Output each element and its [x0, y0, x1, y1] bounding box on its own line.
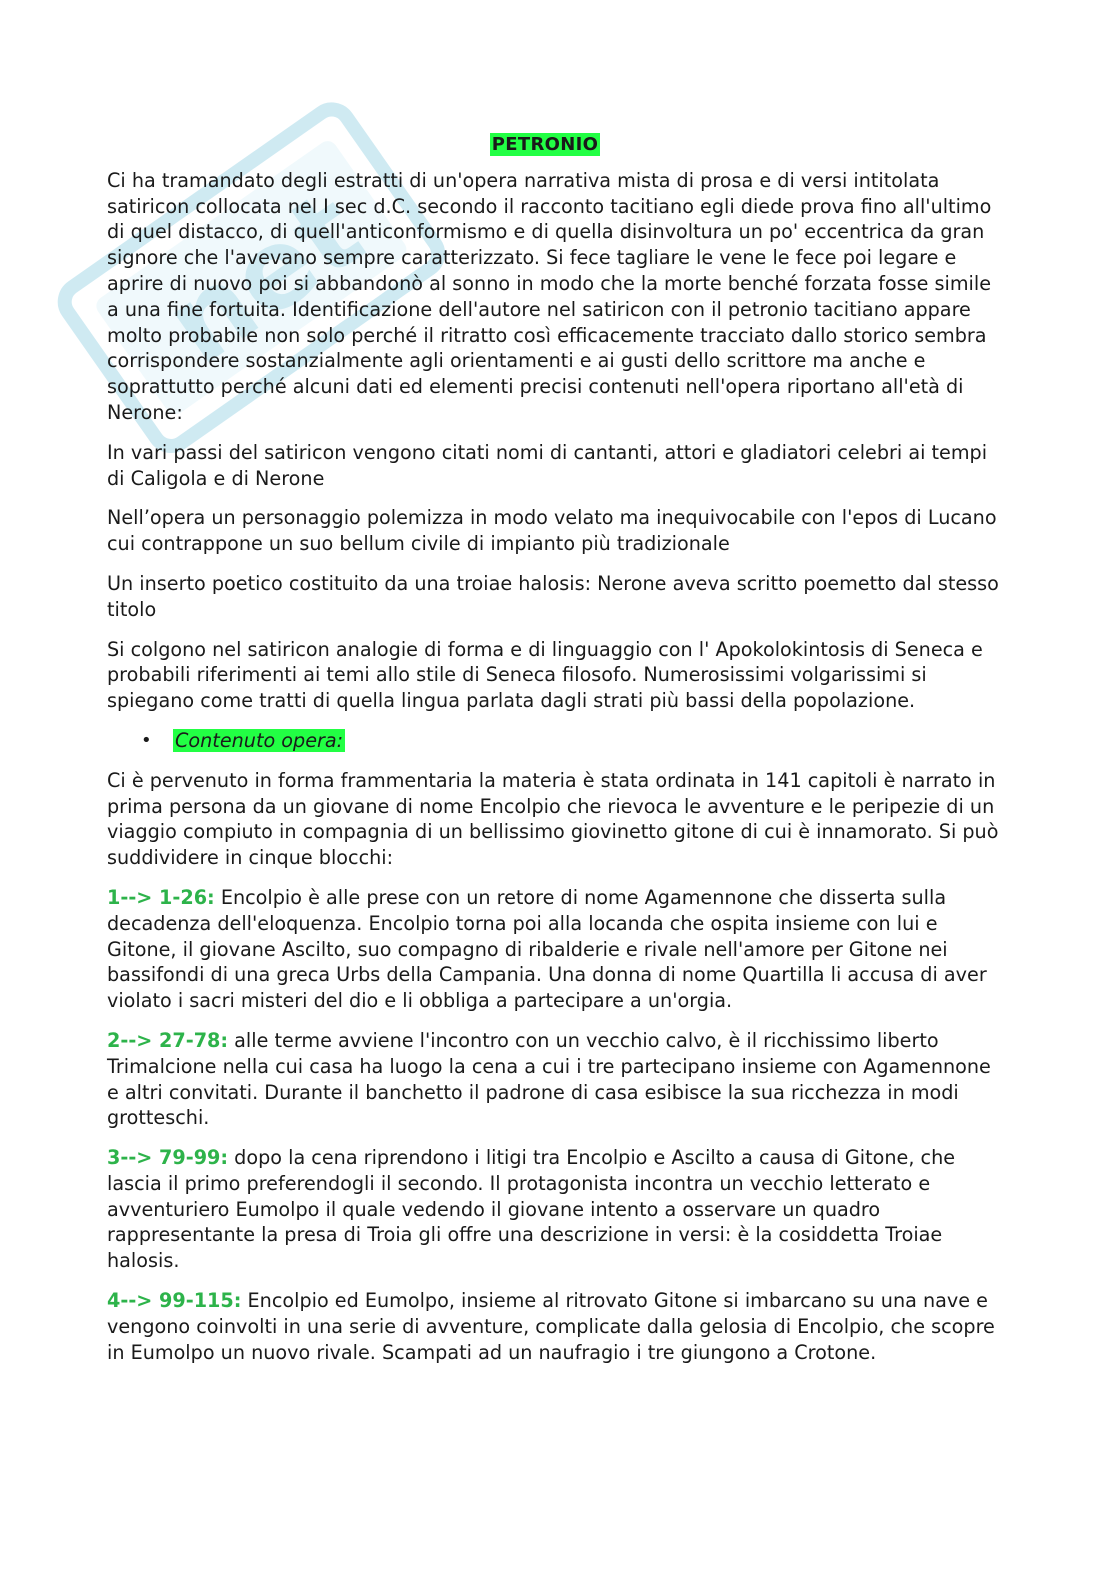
title-wrap [107, 131, 1007, 158]
block-paragraph-2 [107, 1028, 1007, 1131]
section-heading-contenuto: Contenuto opera: [175, 728, 344, 752]
document-body [107, 131, 1007, 1379]
block-text-2: alle terme avviene l'incontro con un vecchio calvo, è il ricchissimo liberto Trimalcione nella cui casa ha luogo la cena a cui i tre partecipano insieme con Agamennone e altri convitati. Durante il banchetto il padrone di casa esibisce la sua ricchezza in modi grotteschi. [107, 1028, 991, 1130]
block-range-2: 2--> 27-78: [107, 1028, 229, 1052]
block-text-3: dopo la cena riprendono i litigi tra Encolpio e Ascilto a causa di Gitone, che lascia il primo preferendogli il secondo. Il protagonista incontra un vecchio letterato e avventuriero Eumolpo il quale vedendo il giovane intento a osservare un quadro rappresentante la presa di Troia gli offre una descrizione in versi: è la cosiddetta Troiae halosis. [107, 1146, 956, 1273]
watermark-text: net [142, 166, 385, 390]
evidence-paragraph-1: In vari passi del satiricon vengono citati nomi di cantanti, attori e gladiatori celebri ai tempi di Caligola e di Nerone [107, 440, 988, 490]
intro-paragraph: Ci ha tramandato degli estratti di un'opera narrativa mista di prosa e di versi intitolata satiricon collocata nel I sec d.C. secondo il racconto tacitiano egli diede prova fino all'ultimo di quel distacco, di quell'anticonformismo e di quella disinvoltura un po' eccentrica da gran signore che l'avevano sempre caratterizzato. Si fece tagliare le vene le fece poi legare e aprire di nuovo poi si abbandonò al sonno in modo che la morte benché forzata fosse simile a una fine fortuita. Identificazione dell'autore nel satiricon con il petronio tacitiano appare molto probabile non solo perché il ritratto così efficacemente tracciato dallo storico sembra corrispondere sostanzialmente agli orientamenti e ai gusti dello scrittore ma anche e soprattutto perché alcuni dati ed elementi precisi contenuti nell'opera riportano all'età di Nerone: [107, 168, 992, 424]
block-range-1: 1--> 1-26: [107, 885, 215, 909]
block-range-3: 3--> 79-99: [107, 1146, 229, 1170]
content-intro-paragraph: Ci è pervenuto in forma frammentaria la materia è stata ordinata in 141 capitoli è narrato in prima persona da un giovane di nome Encolpio che rievoca le avventure e le peripezie di un viaggio compiuto in compagnia di un bellissimo giovinetto gitone di cui è innamorato. Si può suddividere in cinque blocchi: [107, 768, 999, 870]
block-text-1: Encolpio è alle prese con un retore di nome Agamennone che disserta sulla decadenza dell'eloquenza. Encolpio torna poi alla locanda che ospita insieme con lui e Gitone, il giovane Ascilto, suo compagno di ribalderie e rivale nell'amore per Gitone nei bassifondi di una greca Urbs della Campania. Una donna di nome Quartilla li accusa di aver violato i sacri misteri del dio e li obbliga a partecipare a un'orgia. [107, 885, 987, 1013]
evidence-paragraph-4: Si colgono nel satiricon analogie di forma e di linguaggio con l' Apokolokintosis di Seneca e probabili riferimenti ai temi allo stile di Seneca filosofo. Numerosissimi volgarissimi si spiegano come tratti di quella lingua parlata dagli strati più bassi della popolazione. [107, 637, 983, 713]
evidence-paragraph-2: Nell’opera un personaggio polemizza in modo velato ma inequivocabile con l'epos di Lucano cui contrappone un suo bellum civile di impianto più tradizionale [107, 506, 997, 556]
block-range-4: 4--> 99-115: [107, 1289, 242, 1313]
block-paragraph-4 [107, 1288, 1007, 1365]
section-bullet [107, 728, 1007, 754]
block-paragraph-3 [107, 1145, 1007, 1274]
document-title: PETRONIO [491, 134, 599, 155]
block-text-4: Encolpio ed Eumolpo, insieme al ritrovato Gitone si imbarcano su una nave e vengono coinvolti in una serie di avventure, complicate dalla gelosia di Encolpio, che scopre in Eumolpo un nuovo rivale. Scampati ad un naufragio i tre giungono a Crotone. [107, 1289, 995, 1364]
evidence-paragraph-3: Un inserto poetico costituito da una troiae halosis: Nerone aveva scritto poemetto dal stesso titolo [107, 571, 999, 621]
bullet-dot-icon: • [141, 729, 152, 751]
block-paragraph-1 [107, 885, 1007, 1014]
